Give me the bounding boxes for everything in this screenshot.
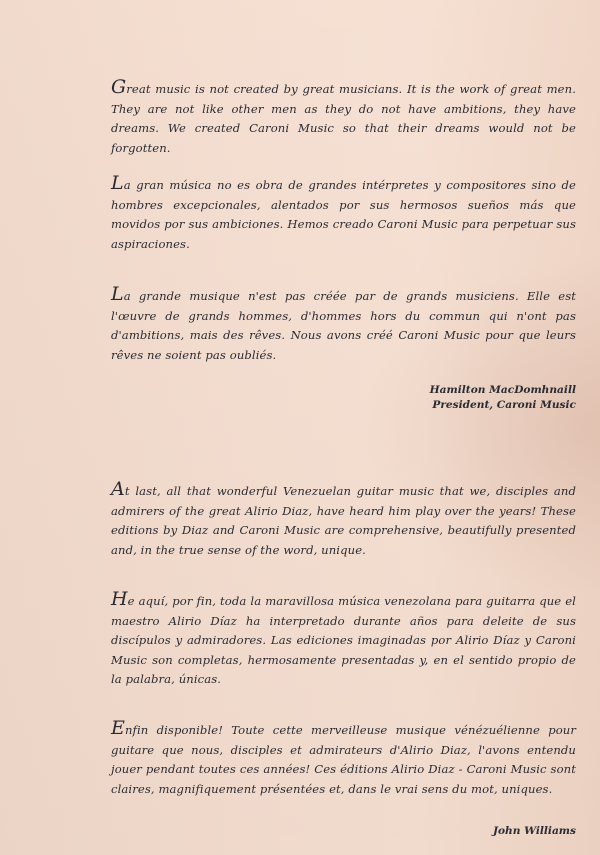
paragraph-text: nfin disponible! Toute cette merveilleuse musique vénézuélienne pour guitare que nous, disciples et admirateurs d'Alirio Diaz, l'avons entendu jouer pendant toutes ces années! Ces éditions Alirio Diaz - Caroni Music sont claires, magnifiquement présentées et, dans le vrai sens du mot, uniques.	[111, 723, 576, 796]
drop-cap: L	[111, 172, 124, 194]
drop-cap: G	[111, 76, 127, 98]
paragraph-french-1	[111, 283, 576, 365]
paragraph-english-2	[111, 478, 576, 560]
drop-cap: H	[111, 588, 128, 610]
paragraph-french-2	[111, 717, 576, 799]
drop-cap: L	[111, 283, 124, 305]
paragraph-english-1	[111, 76, 576, 158]
paragraph-text: reat music is not created by great musicians. It is the work of great men. They are not like other men as they do not have ambitions, they have dreams. We created Caroni Music so that their dreams would not be forgotten.	[111, 82, 576, 155]
signature-name: Hamilton MacDomhnaill	[429, 384, 576, 396]
drop-cap: E	[111, 717, 125, 739]
drop-cap: A	[111, 478, 125, 500]
paragraph-text: e aquí, por fin, toda la maravillosa música venezolana para guitarra que el maestro Alirio Díaz ha interpretado durante años para deleite de sus discípulos y admiradores. Las ediciones imaginadas por Alirio Díaz y Caroni Music son completas, hermosamente presentadas y, en el sentido propio de la palabra, únicas.	[111, 594, 576, 686]
paragraph-text: a gran música no es obra de grandes intérpretes y compositores sino de hombres excepcionales, alentados por sus hermosos sueños más que movidos por sus ambiciones. Hemos creado Caroni Music para perpetuar sus aspiraciones.	[111, 178, 576, 251]
paragraph-text: a grande musique n'est pas créée par de grands musiciens. Elle est l'œuvre de grands hommes, d'hommes hors du commun qui n'ont pas d'ambitions, mais des rêves. Nous avons créé Caroni Music pour que leurs rêves ne soient pas oubliés.	[111, 289, 576, 362]
signature-president	[430, 383, 576, 413]
paragraph-spanish-1	[111, 172, 576, 254]
signature-title: President, Caroni Music	[432, 399, 576, 411]
signature-john-williams	[493, 824, 576, 839]
paragraph-text: t last, all that wonderful Venezuelan guitar music that we, disciples and admirers of the great Alirio Diaz, have heard him play over the years! These editions by Diaz and Caroni Music are comprehensive, beautifully presented and, in the true sense of the word, unique.	[111, 484, 576, 557]
signature-name: John Williams	[492, 825, 576, 837]
paragraph-spanish-2	[111, 588, 576, 690]
